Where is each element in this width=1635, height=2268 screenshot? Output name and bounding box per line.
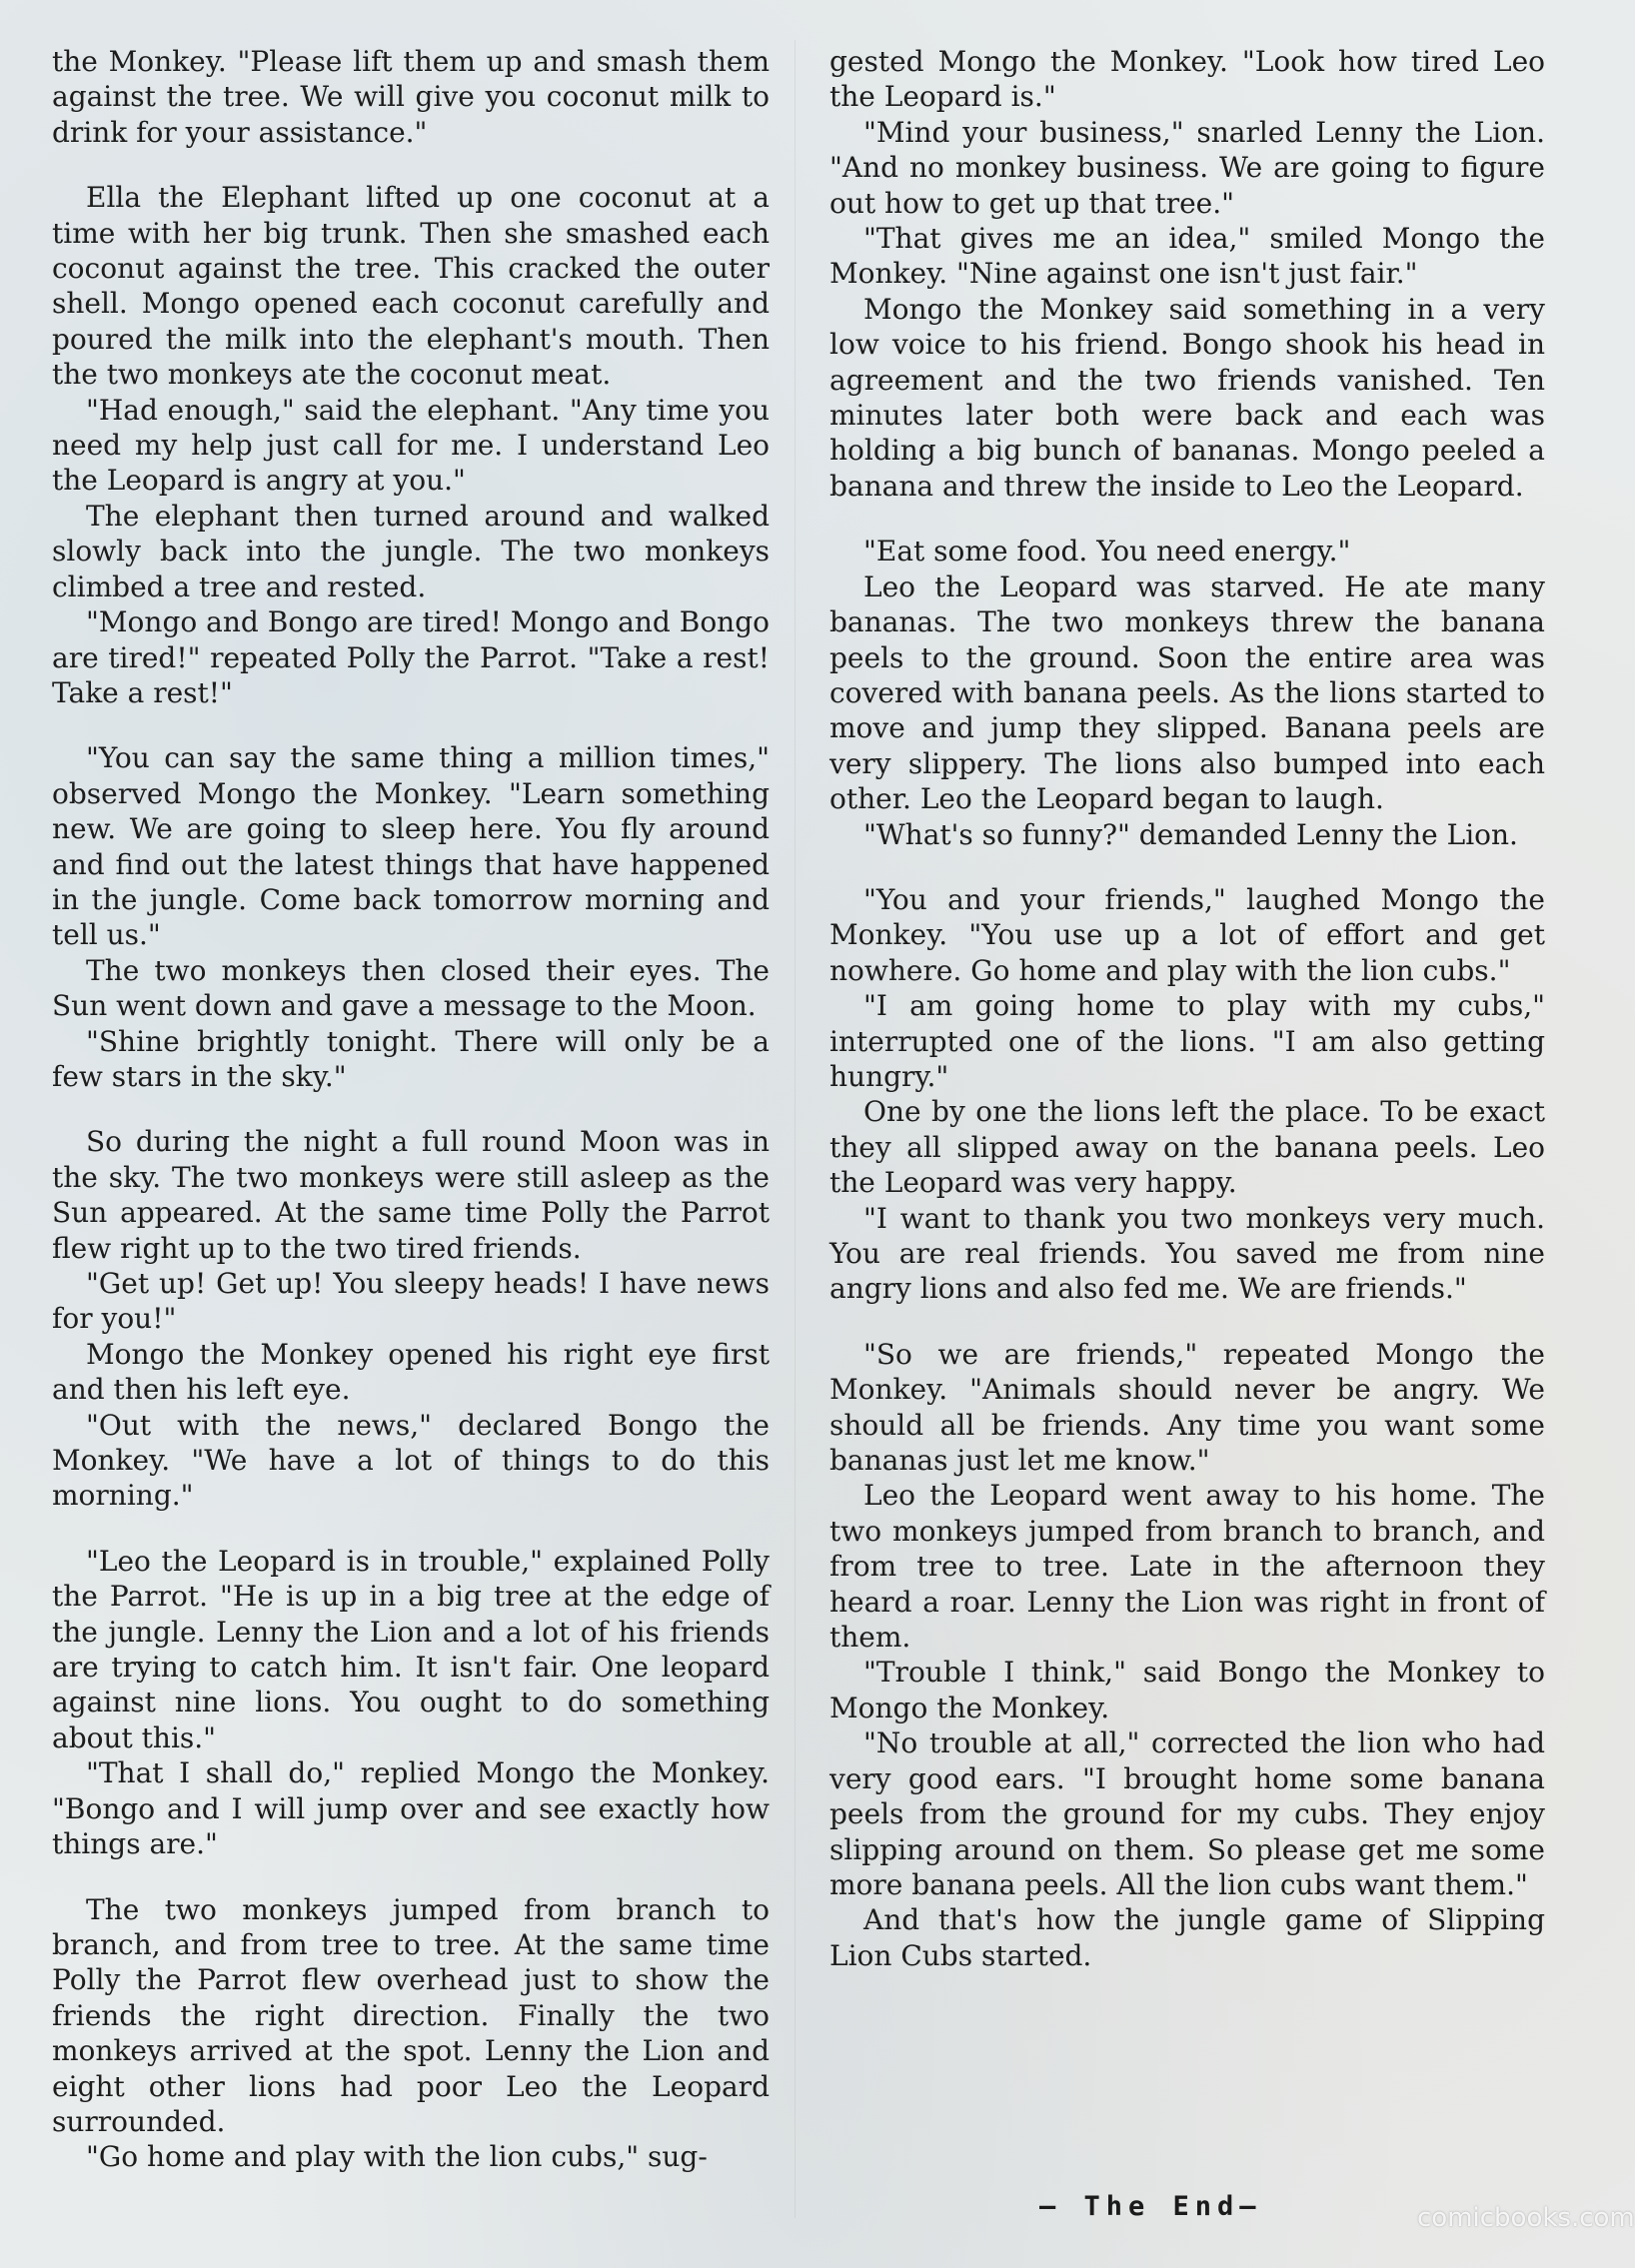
paragraph: Leo the Leopard went away to his home. The two monkeys jumped from branch to branch, and from tree to tree. Late in the afternoon they heard a roar. Lenny the Lion was right in front of them.	[829, 1479, 1545, 1655]
paragraph: "Leo the Leopard is in trouble," explained Polly the Parrot. "He is up in a big tree at the edge of the jungle. Lenny the Lion and a lot of his friends are trying to catch him. It isn't fair. One leopard against nine lions. You ought to do something about this."	[52, 1544, 770, 1754]
paragraph: Mongo the Monkey opened his right eye first and then his left eye.	[52, 1337, 770, 1407]
paragraph: "That I shall do," replied Mongo the Monkey. "Bongo and I will jump over and see exactly how things are."	[52, 1756, 770, 1861]
paragraph: "Eat some food. You need energy."	[863, 535, 1351, 568]
paragraph: Leo the Leopard was starved. He ate many bananas. The two monkeys threw the banana peels to the ground. Soon the entire area was covered with banana peels. As the lions started to move and jump they slipped. Banana peels are very slippery. The lions also bumped into each other. Leo the Leopard began to laugh.	[829, 569, 1545, 816]
paragraph: "No trouble at all," corrected the lion who had very good ears. "I brought home some banana peels from the ground for my cubs. They enjoy slipping around on them. So please get me some more banana peels. All the lion cubs want them."	[829, 1726, 1545, 1901]
paragraph: And that's how the jungle game of Slipping Lion Cubs started.	[829, 1903, 1545, 1972]
the-end-label: — The End—	[1039, 2191, 1262, 2222]
paragraph: "Mind your business," snarled Lenny the Lion. "And no monkey business. We are going to figure out how to get up that tree."	[829, 115, 1545, 220]
paragraph: gested Mongo the Monkey. "Look how tired Leo the Leopard is."	[829, 45, 1545, 114]
paragraph: "I want to thank you two monkeys very much. You are real friends. You saved me from nine angry lions and also fed me. We are friends."	[829, 1201, 1545, 1306]
paragraph: The two monkeys then closed their eyes. The Sun went down and gave a message to the Moon.	[52, 953, 770, 1023]
paragraph: Mongo the Monkey said something in a very low voice to his friend. Bongo shook his head in agreement and the two friends vanished. Ten minutes later both were back and each was holding a big bunch of bananas. Mongo peeled a banana and threw the inside to Leo the Leopard.	[829, 292, 1545, 503]
paragraph: "Shine brightly tonight. There will only be a few stars in the sky."	[52, 1024, 770, 1093]
paragraph: One by one the lions left the place. To be exact they all slipped away on the banana peels. Leo the Leopard was very happy.	[829, 1095, 1545, 1200]
paragraph: The elephant then turned around and walked slowly back into the jungle. The two monkeys climbed a tree and rested.	[52, 499, 770, 603]
paragraph: "That gives me an idea," smiled Mongo the Monkey. "Nine against one isn't just fair."	[829, 222, 1545, 291]
paragraph: "Mongo and Bongo are tired! Mongo and Bongo are tired!" repeated Polly the Parrot. "Take a rest! Take a rest!"	[52, 605, 770, 709]
paragraph: "You can say the same thing a million times," observed Mongo the Monkey. "Learn something new. We are going to sleep here. You fly around and find out the latest things that have happened in the jungle. Come back tomorrow morning and tell us."	[52, 741, 770, 952]
paragraph: "I am going home to play with my cubs," interrupted one of the lions. "I am also getting hungry."	[829, 989, 1545, 1093]
paragraph: "Out with the news," declared Bongo the Monkey. "We have a lot of things to do this morning."	[52, 1408, 770, 1513]
paragraph: "You and your friends," laughed Mongo the Monkey. "You use up a lot of effort and get nowhere. Go home and play with the lion cubs."	[829, 882, 1545, 987]
paragraph: The two monkeys jumped from branch to branch, and from tree to tree. At the same time Polly the Parrot flew overhead just to show the friends the right direction. Finally the two monkeys arrived at the spot. Lenny the Lion and eight other lions had poor Leo the Leopard surrounded.	[52, 1892, 770, 2138]
paragraph: "What's so funny?" demanded Lenny the Lion.	[863, 817, 1518, 851]
paragraph: the Monkey. "Please lift them up and smash them against the tree. We will give you coconut milk to drink for your assistance."	[52, 45, 770, 149]
watermark: comicbooks.com	[1417, 2203, 1635, 2233]
paragraph: So during the night a full round Moon was in the sky. The two monkeys were still asleep as the Sun appeared. At the same time Polly the Parrot flew right up to the two tired friends.	[52, 1125, 770, 1265]
column-divider	[795, 40, 796, 2218]
paragraph: "Get up! Get up! You sleepy heads! I have news for you!"	[52, 1267, 770, 1336]
right-text-column	[829, 44, 1545, 1973]
paragraph: "Had enough," said the elephant. "Any time you need my help just call for me. I understand Leo the Leopard is angry at you."	[52, 393, 770, 498]
paragraph: Ella the Elephant lifted up one coconut at a time with her big trunk. Then she smashed each coconut against the tree. This cracked the outer shell. Mongo opened each coconut carefully and poured the milk into the elephant's mouth. Then the two monkeys ate the coconut meat.	[52, 181, 770, 392]
left-text-column	[52, 44, 770, 2175]
paragraph: "Go home and play with the lion cubs," sug-	[86, 2140, 708, 2174]
paragraph: "So we are friends," repeated Mongo the Monkey. "Animals should never be angry. We should all be friends. Any time you want some bananas just let me know."	[829, 1337, 1545, 1478]
paragraph: "Trouble I think," said Bongo the Monkey to Mongo the Monkey.	[829, 1656, 1545, 1724]
